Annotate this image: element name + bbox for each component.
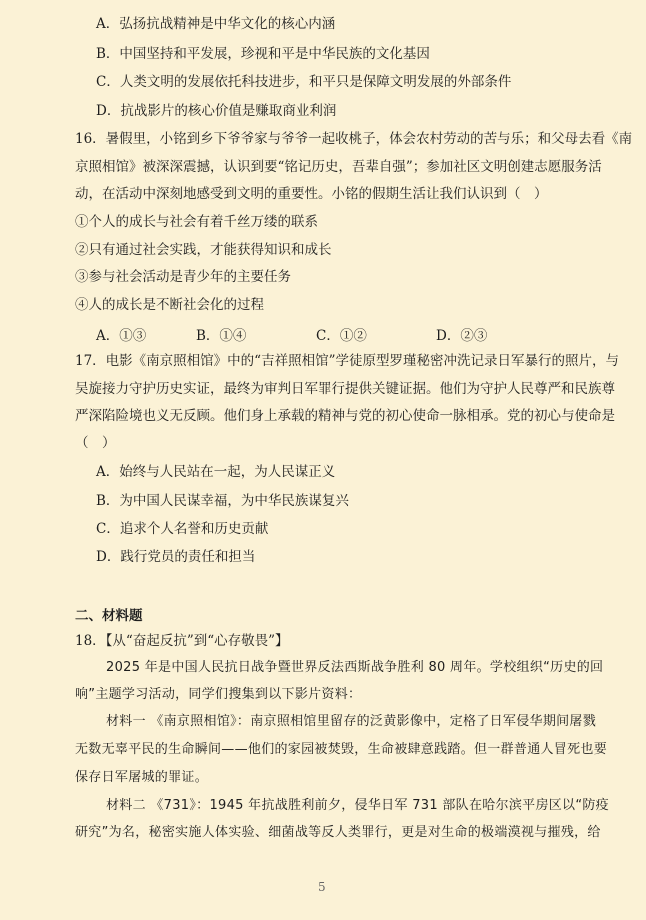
option-a: A．始终与人民站在一起，为人民谋正义	[96, 464, 336, 480]
material-1: 保存日军屠城的罪证。	[75, 770, 209, 785]
question-text: 动，在活动中深刻地感受到文明的重要性。小铭的假期生活让我们认识到（ ）	[75, 186, 548, 202]
page-number: 5	[318, 880, 326, 894]
option-d: D．②③	[436, 328, 488, 344]
statement: ④人的成长是不断社会化的过程	[75, 297, 264, 313]
option-a: A．①③	[96, 328, 147, 344]
material-2: 研究”为名，秘密实施人体实验、细菌战等反人类罪行，更是对生命的极端漠视与摧残，给	[75, 825, 601, 840]
statement: ①个人的成长与社会有着千丝万缕的联系	[75, 214, 318, 230]
option-d: D．抗战影片的核心价值是赚取商业利润	[96, 103, 337, 119]
option-b: B．为中国人民谋幸福，为中华民族谋复兴	[96, 493, 349, 509]
material-1: 无数无辜平民的生命瞬间——他们的家园被焚毁，生命被肆意践踏。但一群普通人冒死也要	[75, 742, 608, 757]
question-text: 17．电影《南京照相馆》中的“吉祥照相馆”学徒原型罗瑾秘密冲洗记录日军暴行的照片，与	[75, 353, 619, 369]
section-heading: 二、材料题	[75, 608, 143, 624]
option-a: A．弘扬抗战精神是中华文化的核心内涵	[96, 16, 336, 32]
answer-blank: （ ）	[75, 435, 116, 451]
option-c: C．追求个人名誉和历史贡献	[96, 521, 269, 537]
option-c: C．人类文明的发展依托科技进步，和平只是保障文明发展的外部条件	[96, 74, 512, 90]
intro-text: 2025 年是中国人民抗日战争暨世界反法西斯战争胜利 80 周年。学校组织“历史的回	[106, 660, 604, 675]
option-b: B．①④	[196, 328, 247, 344]
option-c: C．①②	[316, 328, 367, 344]
statement: ③参与社会活动是青少年的主要任务	[75, 269, 291, 285]
option-d: D．践行党员的责任和担当	[96, 549, 256, 565]
option-b: B．中国坚持和平发展，珍视和平是中华民族的文化基因	[96, 46, 430, 62]
question-text: 16．暑假里，小铭到乡下爷爷家与爷爷一起收桃子，体会农村劳动的苦与乐；和父母去看《南	[75, 131, 633, 147]
question-text: 严深陷险境也义无反顾。他们身上承载的精神与党的初心使命一脉相承。党的初心与使命是	[75, 408, 615, 424]
question-18-title: 18．【从“奋起反抗”到“心存敬畏”】	[75, 633, 289, 649]
question-text: 吴旋接力守护历史实证，最终为审判日军罪行提供关键证据。他们为守护人民尊严和民族尊	[75, 381, 615, 397]
material-1: 材料一 《南京照相馆》：南京照相馆里留存的泛黄影像中，定格了日军侵华期间屠戮	[106, 714, 597, 729]
material-2: 材料二 《731》：1945 年抗战胜利前夕，侵华日军 731 部队在哈尔滨平房区以“防疫	[106, 798, 609, 813]
intro-text: 响”主题学习活动，同学们搜集到以下影片资料：	[75, 687, 362, 702]
statement: ②只有通过社会实践，才能获得知识和成长	[75, 242, 332, 258]
question-text: 京照相馆》被深深震撼，认识到要“铭记历史，吾辈自强”；参加社区文明创建志愿服务活	[75, 159, 602, 175]
